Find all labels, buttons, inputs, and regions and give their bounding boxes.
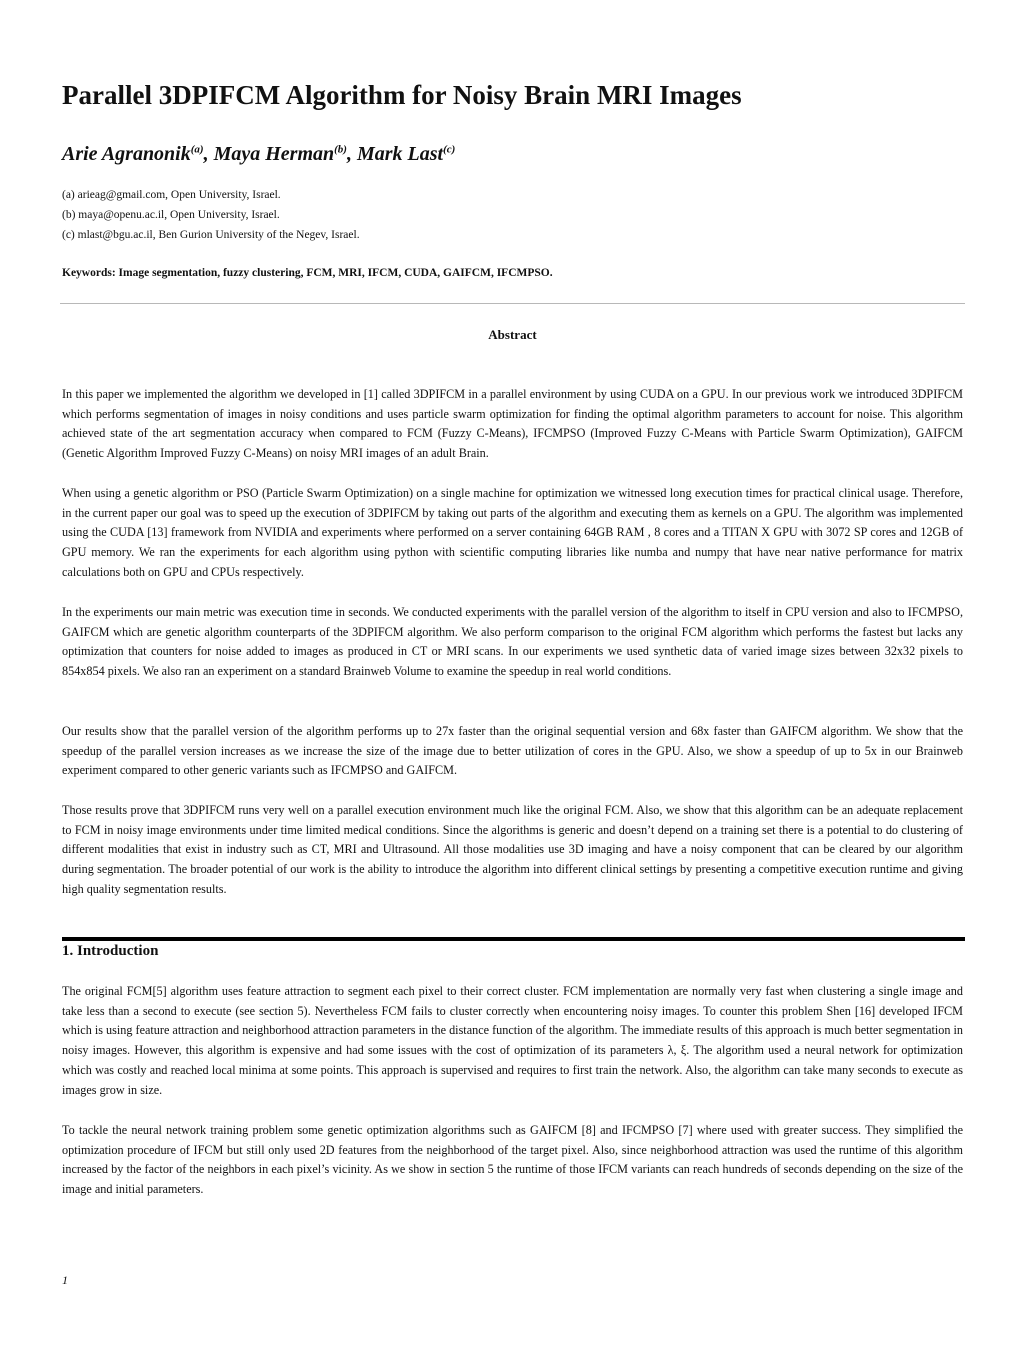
abstract-paragraph: When using a genetic algorithm or PSO (Particle Swarm Optimization) on a single machine for optimization we witnessed long execution times for practical clinical usage. Therefore, in the current paper our goal was to speed up the execution of 3DPIFCM by taking out parts of the algorithm and executing them as kernels on a GPU. The algorithm was implemented using the CUDA [13] framework from NVIDIA and experiments where performed on a server containing 64GB RAM , 8 cores and a TITAN X GPU with 3072 SP cores and 12GB of GPU memory. We ran the experiments for each algorithm using python with scientific computing libraries like numba and numpy that have near native performance for matrix calculations both on GPU and CPUs respectively.: [62, 486, 963, 579]
introduction-paragraph: The original FCM[5] algorithm uses feature attraction to segment each pixel to their correct cluster. FCM implementation are normally very fast when clustering a single image and take less than a second to execute (see section 5). Nevertheless FCM fails to cluster correctly when encountering noisy images. To counter this problem Shen [16] developed IFCM which is using feature attraction and neighborhood attraction parameters in the distance function of the algorithm. The immediate results of this approach is much better segmentation in noisy images. However, this algorithm is expensive and had some issues with the cost of optimization of its parameters λ, ξ. The algorithm used a neural network for optimization which was costly and reached local minima at some points. This approach is supervised and requires to first train the network. Also, the algorithm can take many seconds to execute as images grow in size.: [62, 984, 963, 1097]
introduction-heading: 1. Introduction: [62, 943, 159, 959]
author-name: Maya Herman: [213, 143, 335, 165]
abstract-paragraph: In the experiments our main metric was execution time in seconds. We conducted experiments with the parallel version of the algorithm to itself in CPU version and also to IFCMPSO, GAIFCM which are genetic algorithm counterparts of the 3DPIFCM algorithm. We also perform comparison to the original FCM algorithm which performs the fastest but lacks any optimization that counters for noise added to images as produced in CT or MRI scans. In our experiments we used synthetic data of varied image sizes between 32x32 pixels to 854x854 pixels. We also ran an experiment on a standard Brainweb Volume to examine the speedup in real world conditions.: [62, 605, 963, 679]
author-affiliation-mark: (b): [334, 143, 347, 156]
keywords-line: Keywords: Image segmentation, fuzzy clustering, FCM, MRI, IFCM, CUDA, GAIFCM, IFCMPSO.: [62, 267, 553, 279]
author-affiliation-mark: (c): [443, 143, 456, 156]
page-number: 1: [62, 1273, 68, 1287]
abstract-paragraph: Those results prove that 3DPIFCM runs very well on a parallel execution environment much like the original FCM. Also, we show that this algorithm can be an adequate replacement to FCM in noisy image environments under time limited medical conditions. Since the algorithms is generic and doesn’t depend on a training set there is a potential to do clustering of different modalities that exist in industry such as CT, MRI and Ultrasound. All those modalities use 3D imaging and have a noisy component that can be cleared by our algorithm during segmentation. The broader potential of our work is the ability to introduce the algorithm into different clinical settings by presenting a competitive execution runtime and giving high quality segmentation results.: [62, 803, 963, 896]
header-divider: [60, 303, 965, 304]
introduction-paragraph: To tackle the neural network training problem some genetic optimization algorithms such as GAIFCM [8] and IFCMPSO [7] where used with greater success. They simplified the optimization procedure of IFCM but still only used 2D features from the neighborhood of the target pixel. Also, since neighborhood attraction was used the runtime of this algorithm increased by the factor of the neighbors in each pixel’s vicinity. As we show in section 5 the runtime of those IFCM variants can reach hundreds of seconds depending on the size of the image and initial parameters.: [62, 1123, 963, 1197]
affiliation-b: (b) maya@openu.ac.il, Open University, Israel.: [62, 209, 280, 221]
author-list: [62, 143, 455, 166]
author-separator: ,: [203, 143, 214, 165]
author-name: Arie Agranonik: [62, 143, 191, 165]
paper-title: Parallel 3DPIFCM Algorithm for Noisy Brain MRI Images: [62, 80, 742, 110]
section-divider: [62, 937, 965, 941]
affiliation-c: (c) mlast@bgu.ac.il, Ben Gurion University of the Negev, Israel.: [62, 229, 360, 241]
author-name: Mark Last: [356, 143, 444, 165]
author-affiliation-mark: (a): [190, 143, 204, 156]
abstract-paragraph: Our results show that the parallel version of the algorithm performs up to 27x faster than the original sequential version and 68x faster than GAIFCM algorithm. We show that the speedup of the parallel version increases as we increase the size of the image due to better utilization of cores in the GPU. Also, we show a speedup of up to 5x in our Brainweb experiment compared to other generic variants such as IFCMPSO and GAIFCM.: [62, 724, 963, 778]
affiliation-a: (a) arieag@gmail.com, Open University, Israel.: [62, 189, 281, 201]
abstract-heading: Abstract: [488, 327, 537, 342]
abstract-paragraph: In this paper we implemented the algorithm we developed in [1] called 3DPIFCM in a parallel environment by using CUDA on a GPU. In our previous work we introduced 3DPIFCM which performs segmentation of images in noisy conditions and uses particle swarm optimization for finding the optimal algorithm parameters to account for noise. This algorithm achieved state of the art segmentation accuracy when compared to FCM (Fuzzy C-Means), IFCMPSO (Improved Fuzzy C-Means with Particle Swarm Optimization), GAIFCM (Genetic Algorithm Improved Fuzzy C-Means) on noisy MRI images of an adult Brain.: [62, 387, 963, 461]
author-separator: ,: [346, 143, 357, 165]
